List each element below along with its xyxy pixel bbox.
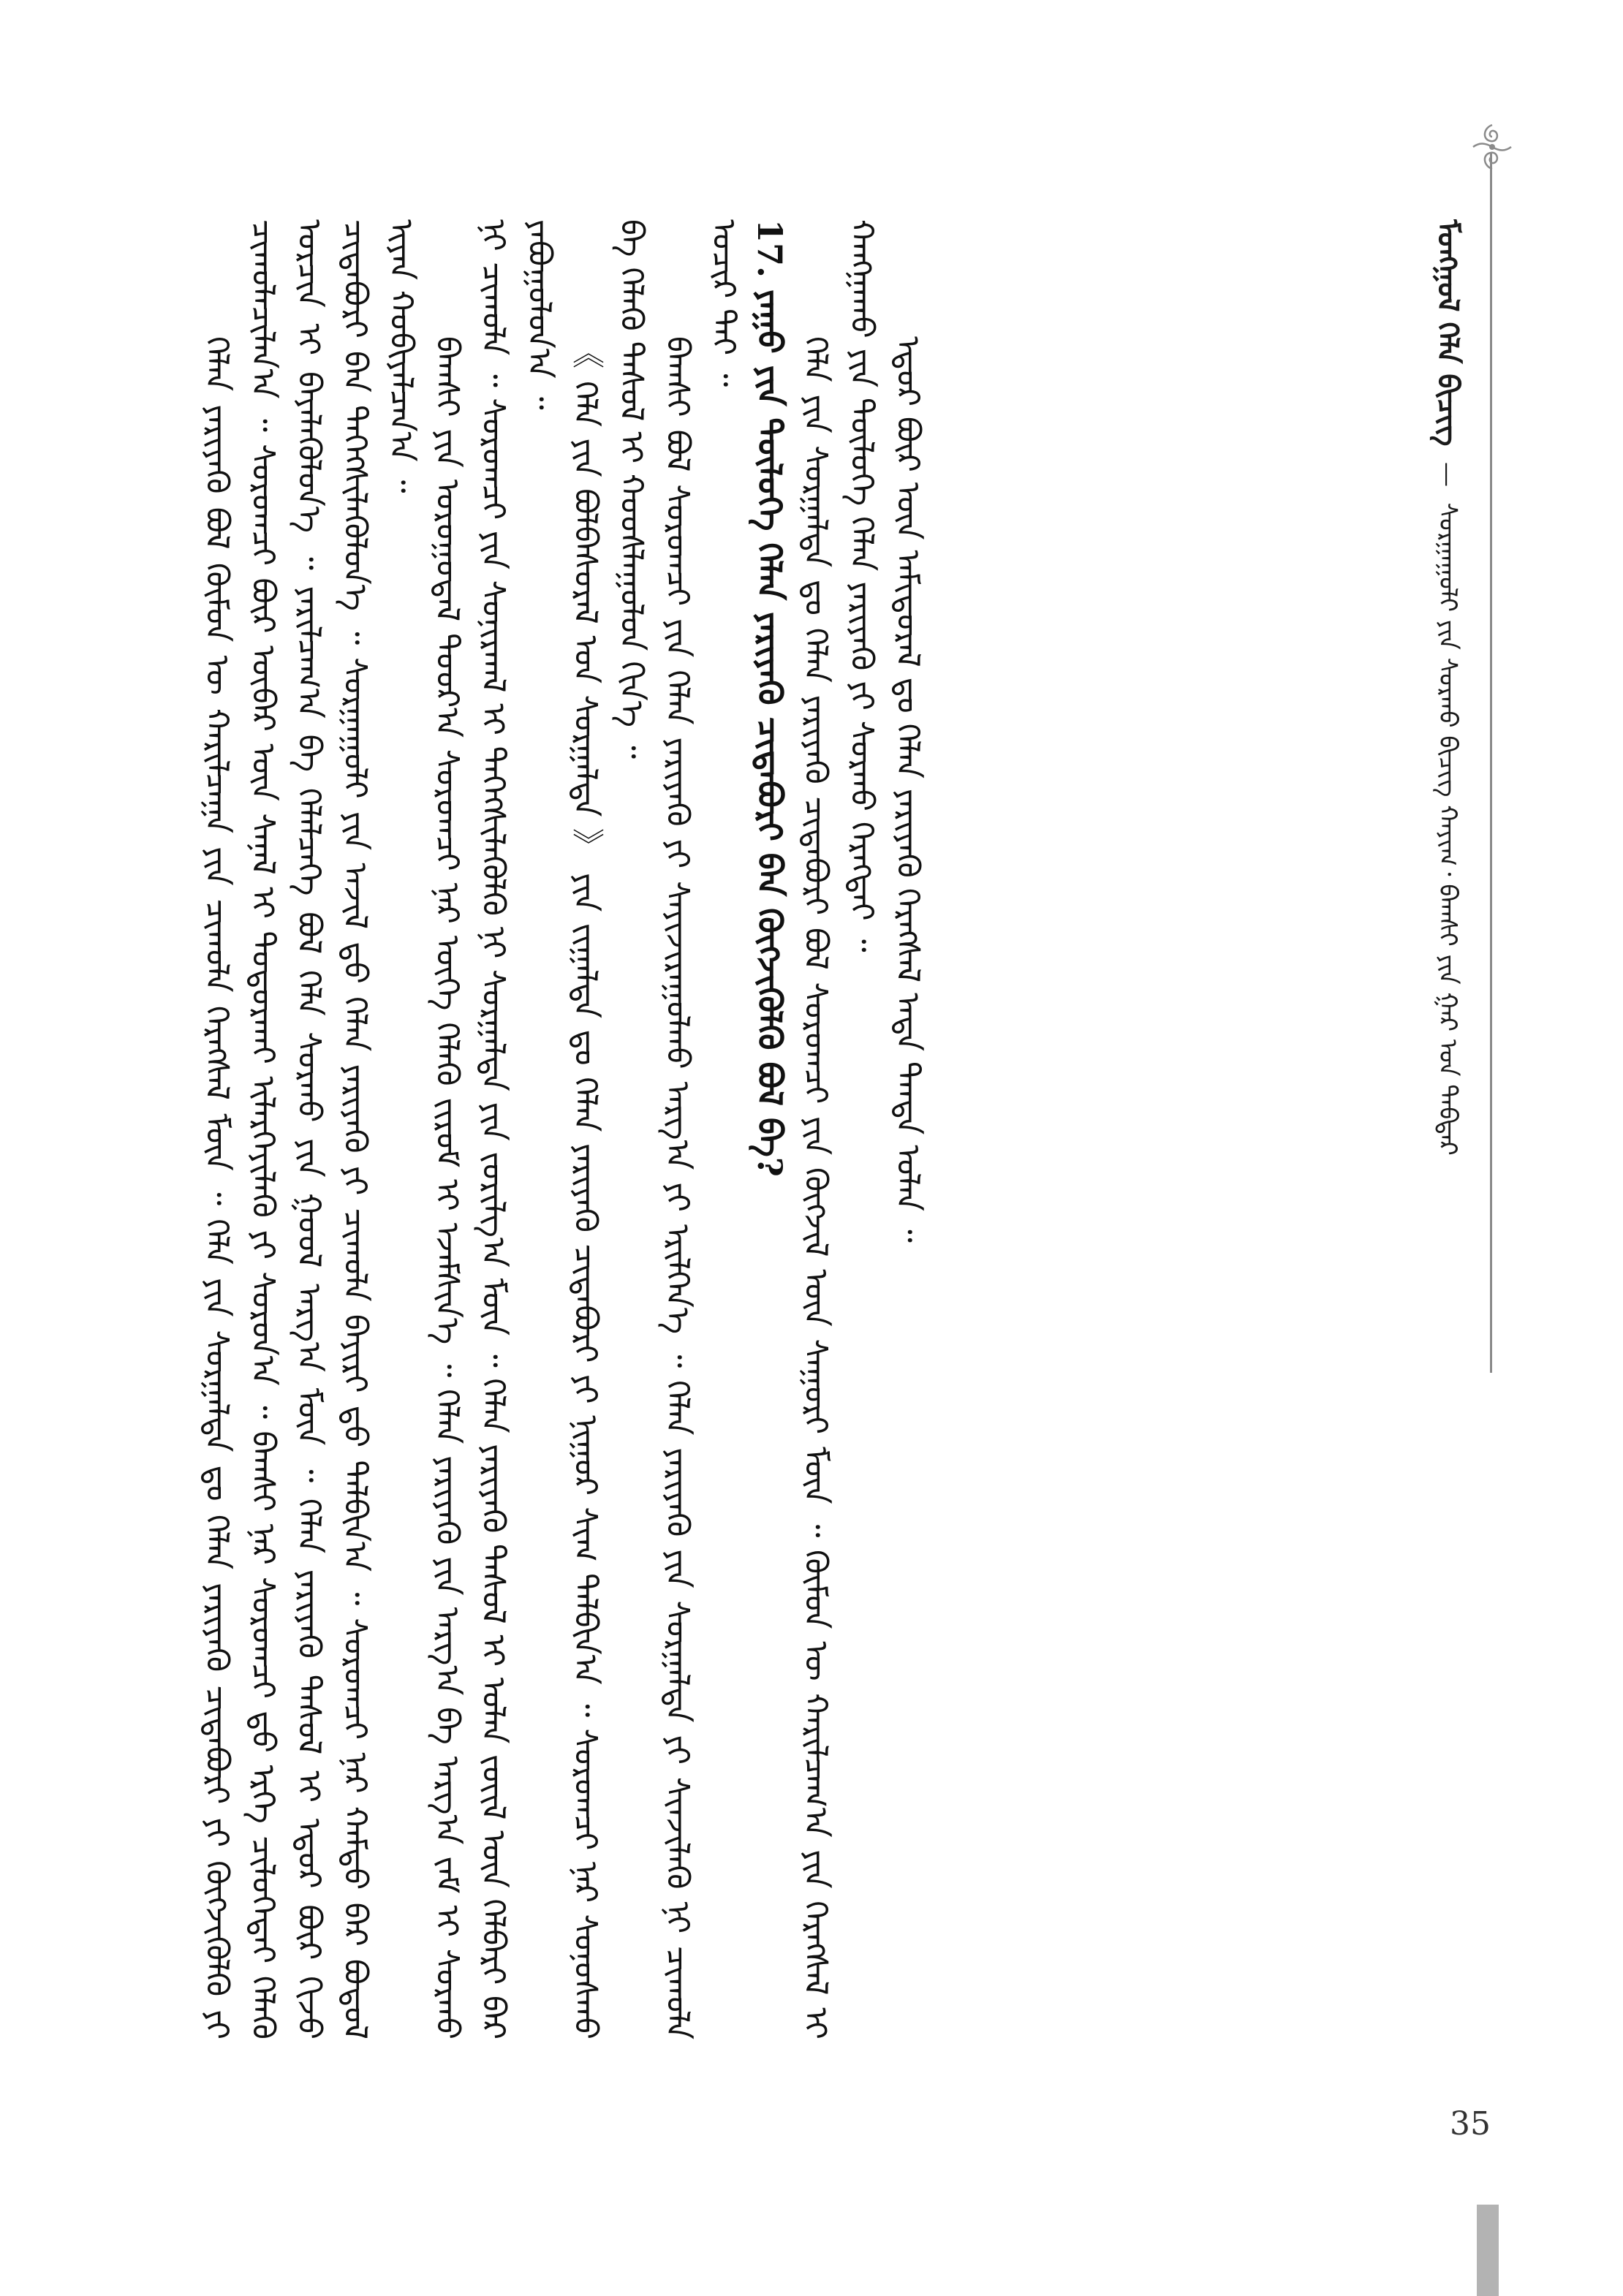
body-text (194, 219, 1411, 2039)
paragraph: ᠬᠡᠯᠡᠨ ᠶᠡᠷᠢᠶᠡᠬᠦ ᠪᠣᠯ ᠬᠦᠮᠦᠨ ᠦ ᠬᠠᠷᠢᠯᠴᠠᠭᠠ ᠶᠢᠨ ᠴᠢᠬᠤᠯᠠ ᠬᠡᠷᠡᠭᠰᠡᠯ ᠮᠥᠨ ᠃ ᠬᠡᠯᠡ ᠶᠢᠨ ᠰᠤᠷᠭᠠᠯᠲᠠ ᠳᠤ ᠬᠡᠯᠡᠨ ᠶᠡᠷᠢᠶᠡᠬᠦ ᠴᠢᠳᠠᠪᠤᠷᠢ ᠶᠢ ᠬᠥᠭᠵᠢᠭᠦᠯᠬᠦ ᠶᠢ ᠴᠢᠬᠤᠯᠠᠴᠢᠯᠠᠨ᠎ᠠ ᠃ ᠰᠤᠷᠤᠭᠴᠢ ᠪᠦᠷ ᠥᠪᠡᠷ ᠦᠨ ᠰᠠᠨᠠᠯ ᠢ ᠲᠣᠳᠣᠷᠬᠠᠢ ᠢᠯᠡᠷᠬᠡᠶᠢᠯᠡᠬᠦ ᠶᠢ ᠰᠤᠷᠤᠨ᠎ᠠ ᠃ ᠪᠠᠭᠰᠢ ᠨᠠᠷ ᠰᠤᠷᠤᠭᠴᠢ ᠳ᠋ᠤ ᠡᠷᠬᠡ ᠴᠢᠯᠥᠭᠡᠲᠡᠢ ᠬᠡᠯᠡᠬᠦ ᠣᠷᠴᠢᠨ ᠢ ᠪᠡᠶᠡᠯᠡᠭᠦᠯᠦᠨ᠎ᠡ ᠃ ᠶᠠᠷᠢᠯᠴᠠᠭ᠎ᠠ ᠪᠠ ᠬᠡᠯᠡᠯᠴᠡᠭᠡ ᠪᠣᠯ ᠬᠡᠯᠡ ᠰᠤᠷᠬᠤ ᠶᠢᠨ ᠭᠣᠣᠯ ᠠᠷᠭ᠎ᠠ ᠮᠥᠨ ᠃ ᠬᠡᠯᠡᠨ ᠶᠡᠷᠢᠶᠡᠬᠦ ᠳᠠᠰᠤᠯ ᠢ ᠡᠳᠦᠷ ᠪᠦᠷ ᠬᠢᠵᠦ ᠴᠢᠳᠠᠪᠤᠷᠢ ᠪᠡᠨ ᠳᠡᠭᠡᠭᠰᠢᠯᠡᠭᠦᠯᠦᠨ᠎ᠡ ᠃ ᠰᠤᠷᠭᠠᠭᠤᠯᠢ ᠶᠢᠨ ᠠᠵᠢᠯ ᠳ᠋ᠤ ᠬᠡᠯᠡᠨ ᠶᠡᠷᠢᠶᠡᠬᠦ ᠶᠢ ᠴᠢᠬᠤᠯᠠ ᠪᠠᠶᠢᠷᠢ ᠳ᠋ᠤ ᠲᠠᠯᠪᠢᠨ᠎ᠠ ᠃ ᠰᠤᠷᠤᠭᠴᠢ ᠨᠠᠷ ᠬᠠᠮᠲᠤ ᠪᠡᠷ ᠪᠣᠳᠣᠯ ᠢᠶᠠᠨ ᠬᠤᠪᠢᠶᠠᠯᠴᠠᠨ᠎ᠠ ᠃ (198, 219, 420, 2039)
paragraph: ᠬᠡᠯᠡ ᠶᠢᠨ ᠰᠤᠷᠭᠠᠯᠲᠠ ᠳᠤ ᠬᠡᠯᠡᠨ ᠶᠡᠷᠢᠶᠡᠬᠦ ᠴᠢᠳᠠᠪᠤᠷᠢ ᠪᠣᠯ ᠰᠤᠷᠤᠭᠴᠢ ᠶᠢᠨ ᠬᠥᠭᠵᠢᠯ ᠦᠨ ᠰᠠᠭᠤᠷᠢ ᠮᠥᠨ ᠃ ᠬᠦᠮᠦᠨ ᠦ ᠬᠠᠷᠢᠯᠴᠠᠭ᠎ᠠ ᠶᠢᠨ ᠬᠡᠷᠡᠭᠰᠡᠯ ᠢ ᠬᠠᠩᠭᠠᠬᠤ ᠶᠢᠨ ᠲᠥᠯᠦᠭᠡ ᠬᠡᠯᠡᠨ ᠶᠡᠷᠢᠶᠡᠬᠦ ᠶᠢ ᠰᠤᠷᠬᠤ ᠬᠡᠷᠡᠭᠲᠡᠢ ᠃ (797, 219, 880, 2039)
header-rule (1490, 152, 1492, 1373)
question-number: 17. (750, 219, 790, 279)
paragraph: 《 ᠬᠡᠯᠡ ᠶᠢᠨ ᠪᠣᠯᠪᠠᠰᠤᠷᠠᠯ ᠤᠨ ᠰᠤᠷᠭᠠᠯᠲᠠ 》 ᠶᠢᠨ ᠵᠢᠭᠠᠯᠲᠠ ᠳᠤ ᠬᠡᠯᠡᠨ ᠶᠡᠷᠢᠶᠡᠬᠦ ᠴᠢᠳᠠᠪᠤᠷᠢ ᠶᠢ ᠨᠢᠭᠤᠷ ᠰᠢᠭ᠋ ᠲᠠᠯᠪᠢᠨ᠎ᠠ ᠃ ᠰᠤᠷᠤᠭᠴᠢ ᠨᠠᠷ ᠰᠣᠨᠣᠰᠬᠤ ᠪᠠ ᠬᠡᠯᠡᠬᠦ ᠳᠠᠰᠤᠯ ᠢ ᠬᠣᠤᠰᠯᠠᠭᠤᠯᠤᠨ ᠬᠢᠨ᠎ᠡ ᠃ (567, 219, 650, 2039)
question-text: ᠶᠠᠭᠤ ᠶᠢᠨ ᠲᠥᠯᠦᠭᠡ ᠬᠡᠯᠡᠨ ᠶᠡᠷᠢᠶᠡᠬᠦ ᠴᠢᠳᠠᠪᠤᠷᠢ ᠪᠠᠨ ᠬᠥᠭᠵᠢᠭᠦᠯᠬᠦ ᠪᠣᠯ ᠪᠡ? (750, 289, 790, 1177)
paragraph: ᠪᠠᠭᠰᠢ ᠪᠣᠯ ᠰᠤᠷᠤᠭᠴᠢ ᠶᠢᠨ ᠬᠡᠯᠡᠨ ᠶᠡᠷᠢᠶᠡᠬᠦ ᠶᠢ ᠰᠠᠶᠢᠵᠢᠷᠠᠭᠤᠯᠬᠤ ᠠᠷᠭ᠎ᠠ ᠶᠢ ᠡᠷᠢᠯᠬᠡᠨ᠎ᠡ ᠃ ᠬᠡᠯᠡᠨ ᠶᠡᠷᠢᠶᠡᠬᠦ ᠶᠢᠨ ᠰᠤᠷᠭᠠᠯᠲᠠ ᠶᠢ ᠰᠢᠨᠵᠢᠯᠡᠬᠦ ᠨᠢ ᠴᠢᠬᠤᠯᠠ ᠤᠴᠢᠷ ᠲᠠᠢ ᠃ (659, 219, 742, 2039)
paragraph: ᠪᠠᠭᠰᠢ ᠶᠢᠨ ᠤᠷᠤᠭᠤᠳᠠᠯ ᠳᠣᠣᠷ᠎ᠠ ᠰᠤᠷᠤᠭᠴᠢ ᠨᠠᠷ ᠦᠭᠡ ᠬᠡᠯᠡᠬᠦ ᠵᠢᠷᠤᠮ ᠢ ᠡᠵᠡᠮᠰᠢᠨ᠎ᠡ ᠃ ᠬᠡᠯᠡᠨ ᠶᠡᠷᠢᠶᠡᠬᠦ ᠶᠢᠨ ᠠᠷᠭ᠎ᠠ ᠪᠠ ᠠᠷᠭ᠎ᠠ ᠵᠠᠮ ᠢ ᠰᠤᠷᠬᠤ ᠨᠢ ᠴᠢᠬᠤᠯᠠ ᠃ ᠰᠤᠷᠤᠭᠴᠢ ᠶᠢᠨ ᠰᠣᠨᠢᠷᠬᠠᠯ ᠢ ᠳᠡᠭᠡᠭᠰᠢᠯᠡᠭᠦᠯᠬᠦ ᠨᠢ ᠰᠤᠷᠭᠠᠯᠲᠠ ᠶᠢᠨ ᠵᠣᠷᠢᠯᠭ᠎ᠠ ᠮᠥᠨ ᠃ ᠬᠡᠯᠡᠨ ᠶᠡᠷᠢᠶᠡᠬᠦ ᠳᠠᠰᠤᠯ ᠢ ᠣᠯᠠᠨ ᠵᠦᠢᠯ ᠦᠨ ᠬᠡᠯᠪᠡᠷᠢ ᠪᠡᠷ ᠶᠠᠪᠤᠭᠤᠯᠤᠨ᠎ᠠ ᠃ (428, 219, 558, 2039)
page-number: 35 (1450, 2105, 1491, 2142)
running-header-subtitle: ᠰᠤᠷᠭᠠᠭᠤᠯᠢ ᠶᠢᠨ ᠰᠤᠷᠬᠤ ᠪᠢᠴᠢᠭ ᠬᠠᠶᠢᠭ᠂ ᠪᠠᠭᠰᠢ ᠶᠢᠨ ᠭᠠᠷ ᠤᠨ ᠳᠡᠪᠲᠡᠷ (1433, 502, 1462, 1156)
thumb-index-bar (1477, 2205, 1499, 2296)
paragraph: ᠡᠳᠦᠷ ᠪᠦᠷ ᠦᠨ ᠠᠮᠢᠳᠤᠷᠠᠯ ᠳᠤ ᠬᠡᠯᠡᠨ ᠶᠡᠷᠢᠶᠡᠬᠦ ᠬᠡᠷᠡᠭᠰᠡᠯ ᠡᠨᠳᠡ ᠲᠡᠨᠳᠡ ᠣᠯᠠᠨ ᠃ (889, 336, 926, 1243)
running-header-title: ᠮᠣᠩᠭᠣᠯ ᠬᠡᠯᠡ ᠪᠢᠴᠢᠭ᠌ (1431, 219, 1465, 447)
running-header: ᠮᠣᠩᠭᠣᠯ ᠬᠡᠯᠡ ᠪᠢᠴᠢᠭ᠌ — ᠰᠤᠷᠭᠠᠭᠤᠯᠢ ᠶᠢᠨ ᠰᠤᠷᠬᠤ ᠪᠢᠴᠢᠭ ᠬᠠᠶᠢᠭ᠂ ᠪᠠᠭᠰᠢ ᠶᠢᠨ ᠭᠠᠷ ᠤᠨ ᠳᠡᠪᠲᠡᠷ (1431, 219, 1465, 1156)
question-heading (746, 219, 792, 2039)
ornament-icon (1466, 121, 1518, 173)
